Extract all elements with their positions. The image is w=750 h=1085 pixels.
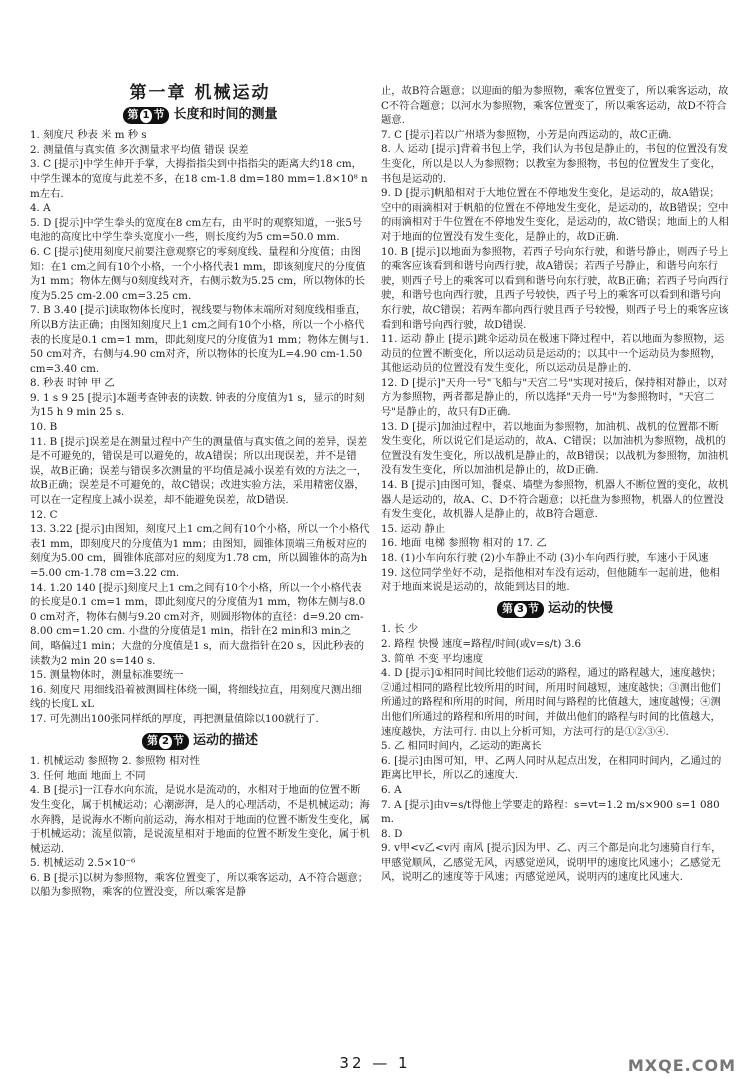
answer-line: 14. 1.20 140 [提示]刻度尺上1 cm之间有10个小格，所以一个小格代表的长度是0.1 cm=1 mm，即此刻度尺的分度值为1 mm，物体左侧与8.00 cm对齐，物体右侧与9.20 cm对齐，则圆形物体的直径：d=9.20 cm-8.00 cm=1.20 cm. 小盘的分度值是1 min，指针在2 min和3 min之间，略偏过1 min；大盘的分度值是1 s，而大盘指针在20 s，因此秒表的读数为2 min 20 s=140 s. <box>30 581 366 667</box>
answer-line: 6. C [提示]使用刻度尺前要注意观察它的零刻度线、量程和分度值；由图知：在1 cm之间有10个小格，一个小格代表1 mm，即该刻度尺的分度值为1 mm；物体左侧与0刻度线对齐，右侧示数为5.25 cm，所以物体的长度为5.25 cm-2.00 cm=3.25 cm. <box>30 245 366 302</box>
answer-line: 14. B [提示]由图可知，餐桌、墙壁为参照物，机器人不断位置的变化，故机器人是运动的，故A、C、D不符合题意；以托盘为参照物，机器人的位置没有发生变化，故机器人是静止的，故B符合题意. <box>381 479 729 521</box>
answer-line: 16. 地面 电梯 参照物 相对的 17. 乙 <box>381 537 547 550</box>
answer-line: 3. 简单 不变 平均速度 <box>381 652 484 665</box>
answer-line: 5. 机械运动 2.5×10⁻⁶ <box>30 857 136 870</box>
answer-line: 6. B [提示]以树为参照物，乘客位置变了，所以乘客运动，A不符合题意；以船为参照物，乘客的位置没变，所以乘客是静 <box>30 871 369 899</box>
answer-line: 7. C [提示]若以广州塔为参照物，小芳是向西运动的，故C正确. <box>381 128 672 141</box>
watermark-logo: MXQE.COM <box>627 1056 736 1075</box>
section-heading-3 <box>381 601 729 619</box>
answer-line: 10. B <box>30 421 58 434</box>
answer-line: 5. 乙 相同时间内，乙运动的距离长 <box>381 740 542 753</box>
answer-line: 7. A [提示]由v=s/t得他上学要走的路程：s=vt=1.2 m/s×900 s=1 080 m. <box>381 798 720 826</box>
answer-line: 3. 任何 地面 地面上 不同 <box>30 769 146 782</box>
answer-line: 11. B [提示]误差是在测量过程中产生的测量值与真实值之间的差异，误差是不可避免的，错误是可以避免的，故A错误；所以出现误差，并不是错误，故B正确；误差与错误多次测量的平均值是减小误差有效的方法之一，故B正确；误差是不可避免的，故C错误；改进实验方法，采用精密仪器，可以在一定程度上减小误差，却不能避免误差，故D错误. <box>30 435 368 507</box>
answer-line: 11. 运动 静止 [提示]跳伞运动员在极速下降过程中，若以地面为参照物，运动员的位置不断变化，所以运动员是运动的；以其中一个运动员为参照物，其他运动员的位置没有发生变化，所以运动员是静止的. <box>381 333 725 375</box>
answer-line: 1. 长 少 <box>381 623 418 636</box>
answer-line: 9. 1 s 9 25 [提示]本题考查钟表的读数. 钟表的分度值为1 s，显示的时刻为15 h 9 min 25 s. <box>30 391 365 419</box>
answer-line: 9. D [提示]帆船相对于大地位置在不停地发生变化，是运动的，故A错误；空中的雨滴相对于帆船的位置在不停地发生变化，是运动的，故B错误；空中的雨滴相对于牛位置在不停地发生变化，是运动的，故C错误；地面上的人相对于地面的位置没有发生变化，是静止的，故D正确. <box>381 187 729 243</box>
section-title: 运动的描述 <box>192 732 258 748</box>
section-title: 运动的快慢 <box>547 600 613 616</box>
answer-line: 4. A <box>30 202 51 215</box>
answer-line: 18. (1)小车向东行驶 (2)小车静止不动 (3)小车向西行驶，车速小于风速 <box>381 552 709 564</box>
answer-line: 1. 机械运动 参照物 2. 参照物 相对性 <box>30 755 200 768</box>
section-3-answers <box>381 622 729 885</box>
answer-line: 12. C <box>30 508 58 521</box>
answer-line: 19. 这位同学坐好不动，是指他相对车没有运动，但他随车一起前进，他相对于地面来说是运动的，故能到达目的地. <box>381 566 720 594</box>
answer-line: 10. B [提示]以地面为参照物，若西子号向东行驶，和谐号静止，则西子号上的乘客应该看到和谐号向西行驶，故A错误；若西子号静止，和谐号向东行驶，则西子号上的乘客可以看到和谐号向东行驶，故B正确；若西子号向西行驶，和谐号也向西行驶，且西子号较快，西子号上的乘客可以看到和谐号向东行驶，故C错误；若两车都向西行驶且西子号较慢，则西子号上的乘客应该看到和谐号向西行驶，故D错误. <box>381 245 729 331</box>
section-badge: 第 3 节 <box>497 601 544 619</box>
answer-line: 2. 路程 快慢 速度=路程/时间(或v=s/t) 3.6 <box>381 637 582 650</box>
page-number: 32 — 1 <box>339 1054 411 1072</box>
answer-line: 止，故B符合题意；以迎面的船为参照物，乘客位置变了，所以乘客运动，故C不符合题意；以河水为参照物，乘客位置变了，所以乘客运动，故D不符合题意. <box>381 85 729 127</box>
section-2-answers-left <box>30 754 370 900</box>
section-heading-2 <box>30 733 370 751</box>
answer-line: 16. 刻度尺 用细线沿着被测圆柱体绕一圈，将细线拉直，用刻度尺测出细线的长度L xL <box>30 683 362 711</box>
answer-line: 8. 秒表 时钟 甲 乙 <box>30 377 115 390</box>
answer-line: 4. B [提示]一江春水向东流，是说水是流动的，水相对于地面的位置不断发生变化，属于机械运动；心潮澎湃，是人的心理活动，不是机械运动；海水奔腾，是说海水不断向前运动，海水相对于地面的位置不断发生变化，属于机械运动；流星似箭，是说流星相对于地面的位置不断发生变化，属于机械运动. <box>30 784 370 855</box>
answer-line: 1. 刻度尺 秒表 米 m 秒 s <box>30 129 147 142</box>
answer-line: 17. 可先测出100张同样纸的厚度，再把测量值除以100就行了. <box>30 712 319 725</box>
answer-line: 8. 人 运动 [提示]背着书包上学，我们认为书包是静止的，书包的位置没有发生变化，所以是以人为参照物；以教室为参照物，书包的位置发生了变化，书包是运动的. <box>381 143 728 185</box>
answer-line: 6. [提示]由图可知，甲、乙两人同时从起点出发，在相同时间内，乙通过的距离比甲长，所以乙的速度大. <box>381 754 722 782</box>
answer-line: 3. C [提示]中学生伸开手掌，大拇指指尖到中指指尖的距离大约18 cm，中学生课本的宽度与此差不多，在18 cm-1.8 dm=180 mm=1.8×10⁸ nm左右. <box>30 158 368 200</box>
answer-line: 12. D [提示]"天舟一号"飞船与"天宫二号"实现对接后，保持相对静止，以对方为参照物，两者都是静止的，所以选择"天舟一号"为参照物时，"天宫二号"是静止的，故只有D正确. <box>381 376 728 419</box>
answer-line: 7. B 3.40 [提示]读取物体长度时，视线要与物体末端所对刻度线相垂直，所以B方法正确；由图知刻度尺上1 cm之间有10个小格，所以一个小格代表的长度是0.1 cm=1 mm，即此刻度尺的分度值为1 mm；物体左侧与1.50 cm对齐，右侧与4.90 cm对齐，所以物体的长度为L=4.90 cm-1.50 cm=3.40 cm. <box>30 304 369 375</box>
answer-line: 15. 运动 静止 <box>381 522 446 535</box>
answer-line: 6. A <box>381 783 402 796</box>
section-2-answers-right <box>381 84 729 595</box>
answer-line: 5. D [提示]中学生拳头的宽度在8 cm左右，由平时的观察知道，一张5号电池的高度比中学生拳头宽度小一些，则长度约为5 cm=50.0 mm. <box>30 216 363 244</box>
answer-line: 8. D <box>381 827 403 840</box>
answer-line: 15. 测量物体时，测量标准要统一 <box>30 669 184 682</box>
section-badge: 第 2 节 <box>142 733 189 751</box>
chapter-title: 第一章 机械运动 <box>129 83 271 103</box>
left-column <box>30 83 370 900</box>
section-badge: 第 1 节 <box>123 107 170 125</box>
answer-line: 13. D [提示]加油过程中，若以地面为参照物，加油机、战机的位置都不断发生变化，所以说它们是运动的，故A、C错误；以加油机为参照物，战机的位置没有发生变化，所以战机是静止的，故B错误；以战机为参照物，加油机没有发生变化，所以加油机是静止的，故D正确. <box>381 420 729 477</box>
section-heading-1 <box>30 107 370 125</box>
answer-line: 4. D [提示]①相同时间比较他们运动的路程，通过的路程越大，速度越快；②通过相同的路程比较所用的时间，所用时间越短，速度越快；③测出他们所通过的路程和所用的时间，所用时间与路程的比值越大，速度越慢；④测出他们所通过的路程和所用的时间，并做出他们的路程与时间的比值越大，速度越快，方法可行. 由以上分析可知，方法可行的是①②③④. <box>381 667 722 738</box>
answer-line: 9. v甲<v乙<v丙 南风 [提示]因为甲、乙、丙三个都是向北匀速骑自行车，甲感觉顺风，乙感觉无风，丙感觉逆风，说明甲的速度比风速小；乙感觉无风，说明乙的速度等于风速；丙感觉逆风，说明丙的速度比风速大. <box>381 842 722 884</box>
answer-line: 13. 3.22 [提示]由图知，刻度尺上1 cm之间有10个小格，所以一个小格代表1 mm，即刻度尺的分度值为1 mm；由图知，圆锥体顶端三角板对应的刻度为5.00 cm，圆锥体底部对应的刻度为1.78 cm，所以圆锥体的高为h=5.00 cm-1.78 cm=3.22 cm. <box>30 523 370 579</box>
answer-line: 2. 测量值与真实值 多次测量求平均值 错误 误差 <box>30 143 249 156</box>
section-title: 长度和时间的测量 <box>173 106 278 122</box>
right-column <box>381 84 729 885</box>
section-1-answers <box>30 128 370 726</box>
